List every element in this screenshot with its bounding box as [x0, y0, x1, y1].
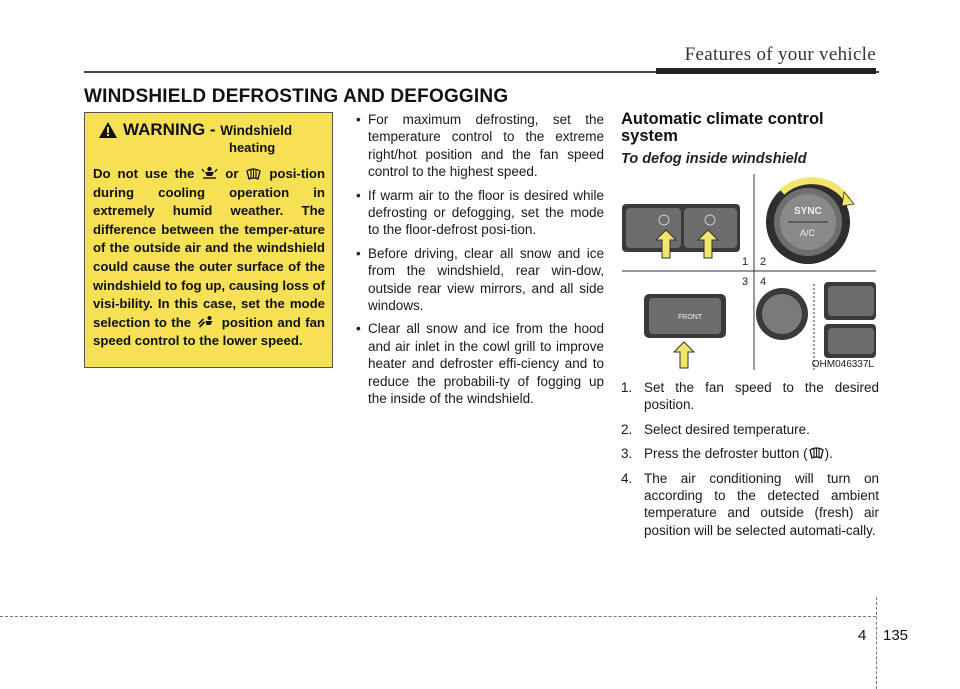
page-number: 135 [883, 627, 909, 644]
list-item: • For maximum defrosting, set the temperature control to the extreme right/hot position and the fan speed control to the highest speed. [356, 111, 604, 181]
climate-control-figure [622, 174, 876, 370]
list-item: 4. The air conditioning will turn on according to the detected ambient temperature and outside (fresh) air position will be selected automati-cally. [621, 470, 879, 538]
list-item: 2. Select desired temperature. [621, 421, 810, 437]
figure-label-2: 2 [760, 256, 767, 268]
header-rule-accent [656, 68, 876, 74]
figure-code: OHM046337L [811, 359, 874, 370]
defrost-icon [808, 445, 825, 460]
warning-text: Do not use the or posi-tion during cooling operation in extremely humid weather. The difference between the temper-ature of the outside air and the windshield could cause the outer surface of the windshield to fog up, causing loss of visi-bility. In this case, set the mode selection to the position and fan speed control to the lower speed. [93, 166, 325, 349]
floor-defrost-icon [201, 166, 218, 181]
footer-divider [876, 597, 877, 689]
list-item: • If warm air to the floor is desired while defrosting or defogging, set the mode to the floor-defrost posi-tion. [356, 187, 604, 239]
list-item: 3. Press the defroster button ( ). [621, 446, 833, 462]
front-label: FRONT [678, 314, 703, 321]
footer-rule [0, 616, 876, 617]
sync-label: SYNC [794, 206, 822, 217]
list-item: • Clear all snow and ice from the hood and air inlet in the cowl grill to improve heater and defroster effi-ciency and to reduce the probabili-ty of fogging up the inside of the windshield. [356, 320, 604, 407]
section-title: WINDSHIELD DEFROSTING AND DEFOGGING [84, 86, 509, 107]
steps-list [621, 379, 879, 546]
bullet-list [356, 111, 604, 414]
subsection-title: Automatic climate control system [621, 110, 824, 145]
ac-label: A/C [800, 228, 816, 238]
list-item: • Before driving, clear all snow and ice from the windshield, rear win-dow, outside rear view mirrors, and all side windows. [356, 245, 604, 315]
warning-triangle-icon [99, 122, 117, 138]
subsection-subtitle: To defog inside windshield [621, 151, 807, 167]
running-header: Features of your vehicle [684, 44, 876, 65]
climate-control-illustration [622, 174, 876, 370]
warning-label: WARNING - Windshield [123, 120, 293, 139]
floor-defrost-mode-icon [195, 315, 217, 330]
chapter-number: 4 [858, 627, 867, 644]
figure-label-4: 4 [760, 276, 767, 288]
list-item: 1. Set the fan speed to the desired position. [621, 380, 879, 413]
warning-box [84, 112, 333, 368]
defrost-icon [245, 166, 262, 181]
figure-label-1: 1 [742, 256, 749, 268]
figure-label-3: 3 [742, 276, 749, 288]
warning-topic: heating [229, 140, 276, 155]
